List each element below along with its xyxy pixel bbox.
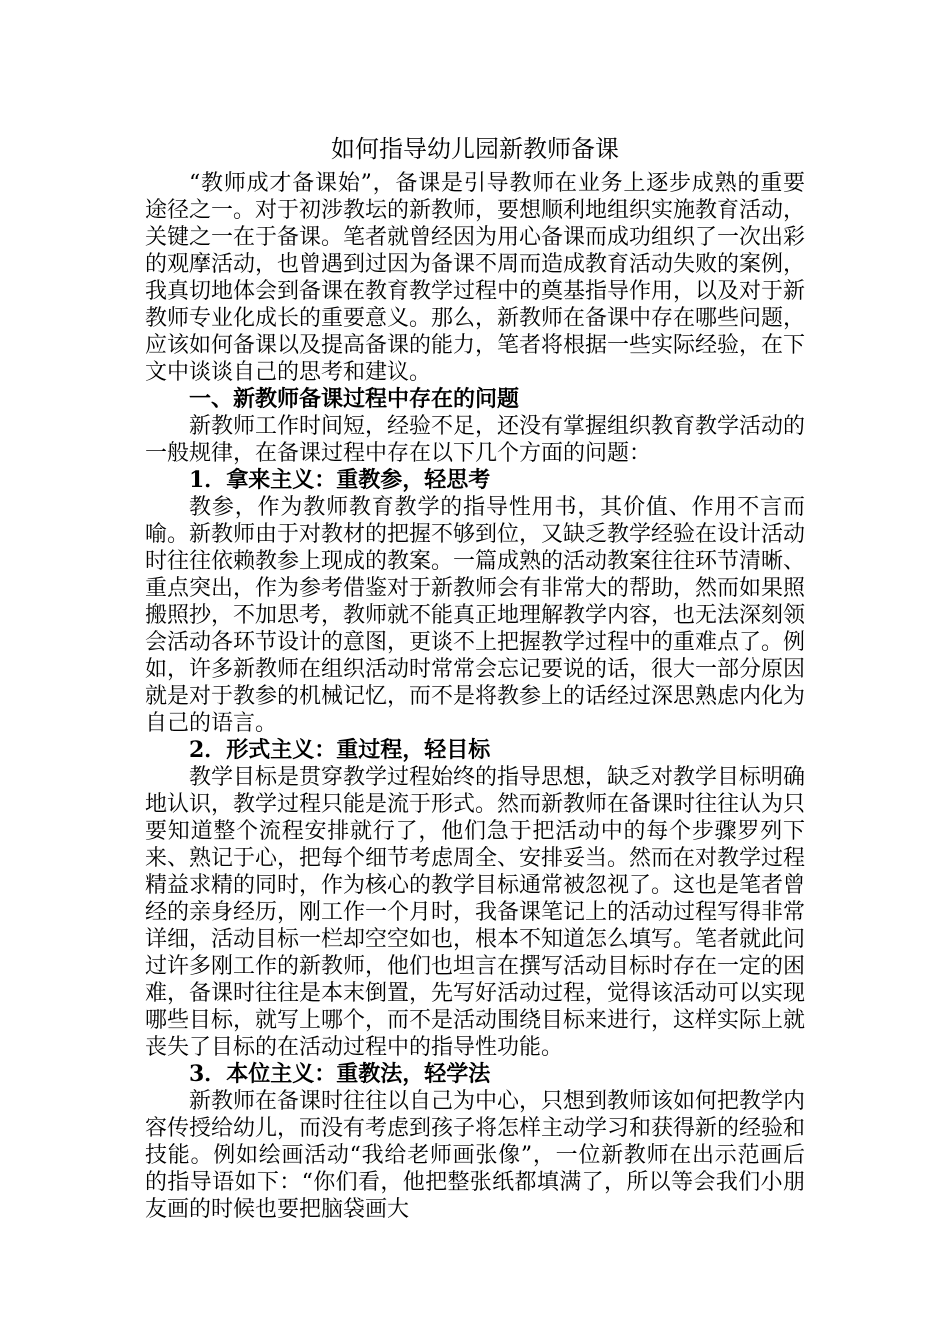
body-paragraph: 新教师在备课时往往以自己为中心，只想到教师该如何把教学内容传授给幼儿，而没有考虑到孩子将怎样主动学习和获得新的经验和技能。例如绘画活动“我给老师画张像”，一位新教师在出示范画后的指导语如下：“你们看，他把整张纸都填满了，所以等会我们小朋友画的时候也要把脑袋画大 xyxy=(145,1089,806,1222)
body-paragraph: 新教师工作时间短，经验不足，还没有掌握组织教育教学活动的一般规律，在备课过程中存在以下几个方面的问题： xyxy=(145,414,806,466)
subsection-heading: 1．拿来主义：重教参，轻思考 xyxy=(189,467,491,493)
subsection-heading: 2．形式主义：重过程，轻目标 xyxy=(189,737,491,763)
body-paragraph: 教参，作为教师教育教学的指导性用书，其价值、作用不言而喻。新教师由于对教材的把握不够到位，又缺乏教学经验在设计活动时往往依赖教参上现成的教案。一篇成熟的活动教案往往环节清晰、重点突出，作为参考借鉴对于新教师会有非常大的帮助，然而如果照搬照抄，不加思考，教师就不能真正地理解教学内容，也无法深刻领会活动各环节设计的意图，更谈不上把握教学过程中的重难点了。例如，许多新教师在组织活动时常常会忘记要说的话，很大一部分原因就是对于教参的机械记忆，而不是将教参上的话经过深思熟虑内化为自己的语言。 xyxy=(145,495,806,736)
intro-paragraph: “教师成才备课始”，备课是引导教师在业务上逐步成熟的重要途径之一。对于初涉教坛的新教师，要想顺利地组织实施教育活动，关键之一在于备课。笔者就曾经因为用心备课而成功组织了一次出彩的观摩活动，也曾遇到过因为备课不周而造成教育活动失败的案例，我真切地体会到备课在教育教学过程中的奠基指导作用，以及对于新教师专业化成长的重要意义。那么，新教师在备课中存在哪些问题，应该如何备课以及提高备课的能力，笔者将根据一些实际经验，在下文中谈谈自己的思考和建议。 xyxy=(145,171,806,385)
subsection-heading: 3．本位主义：重教法，轻学法 xyxy=(189,1061,491,1087)
document-title: 如何指导幼儿园新教师备课 xyxy=(331,135,619,163)
section-heading: 一、新教师备课过程中存在的问题 xyxy=(189,386,520,412)
document-body xyxy=(145,170,805,1223)
body-paragraph: 教学目标是贯穿教学过程始终的指导思想，缺乏对教学目标明确地认识，教学过程只能是流于形式。然而新教师在备课时往往认为只要知道整个流程安排就行了，他们急于把活动中的每个步骤罗列下来、熟记于心，把每个细节考虑周全、安排妥当。然而在对教学过程精益求精的同时，作为核心的教学目标通常被忽视了。这也是笔者曾经的亲身经历，刚工作一个月时，我备课笔记上的活动过程写得非常详细，活动目标一栏却空空如也，根本不知道怎么填写。笔者就此问过许多刚工作的新教师，他们也坦言在撰写活动目标时存在一定的困难，备课时往往是本末倒置，先写好活动过程，觉得该活动可以实现哪些目标，就写上哪个，而不是活动围绕目标来进行，这样实际上就丧失了目标的在活动过程中的指导性功能。 xyxy=(145,765,806,1060)
